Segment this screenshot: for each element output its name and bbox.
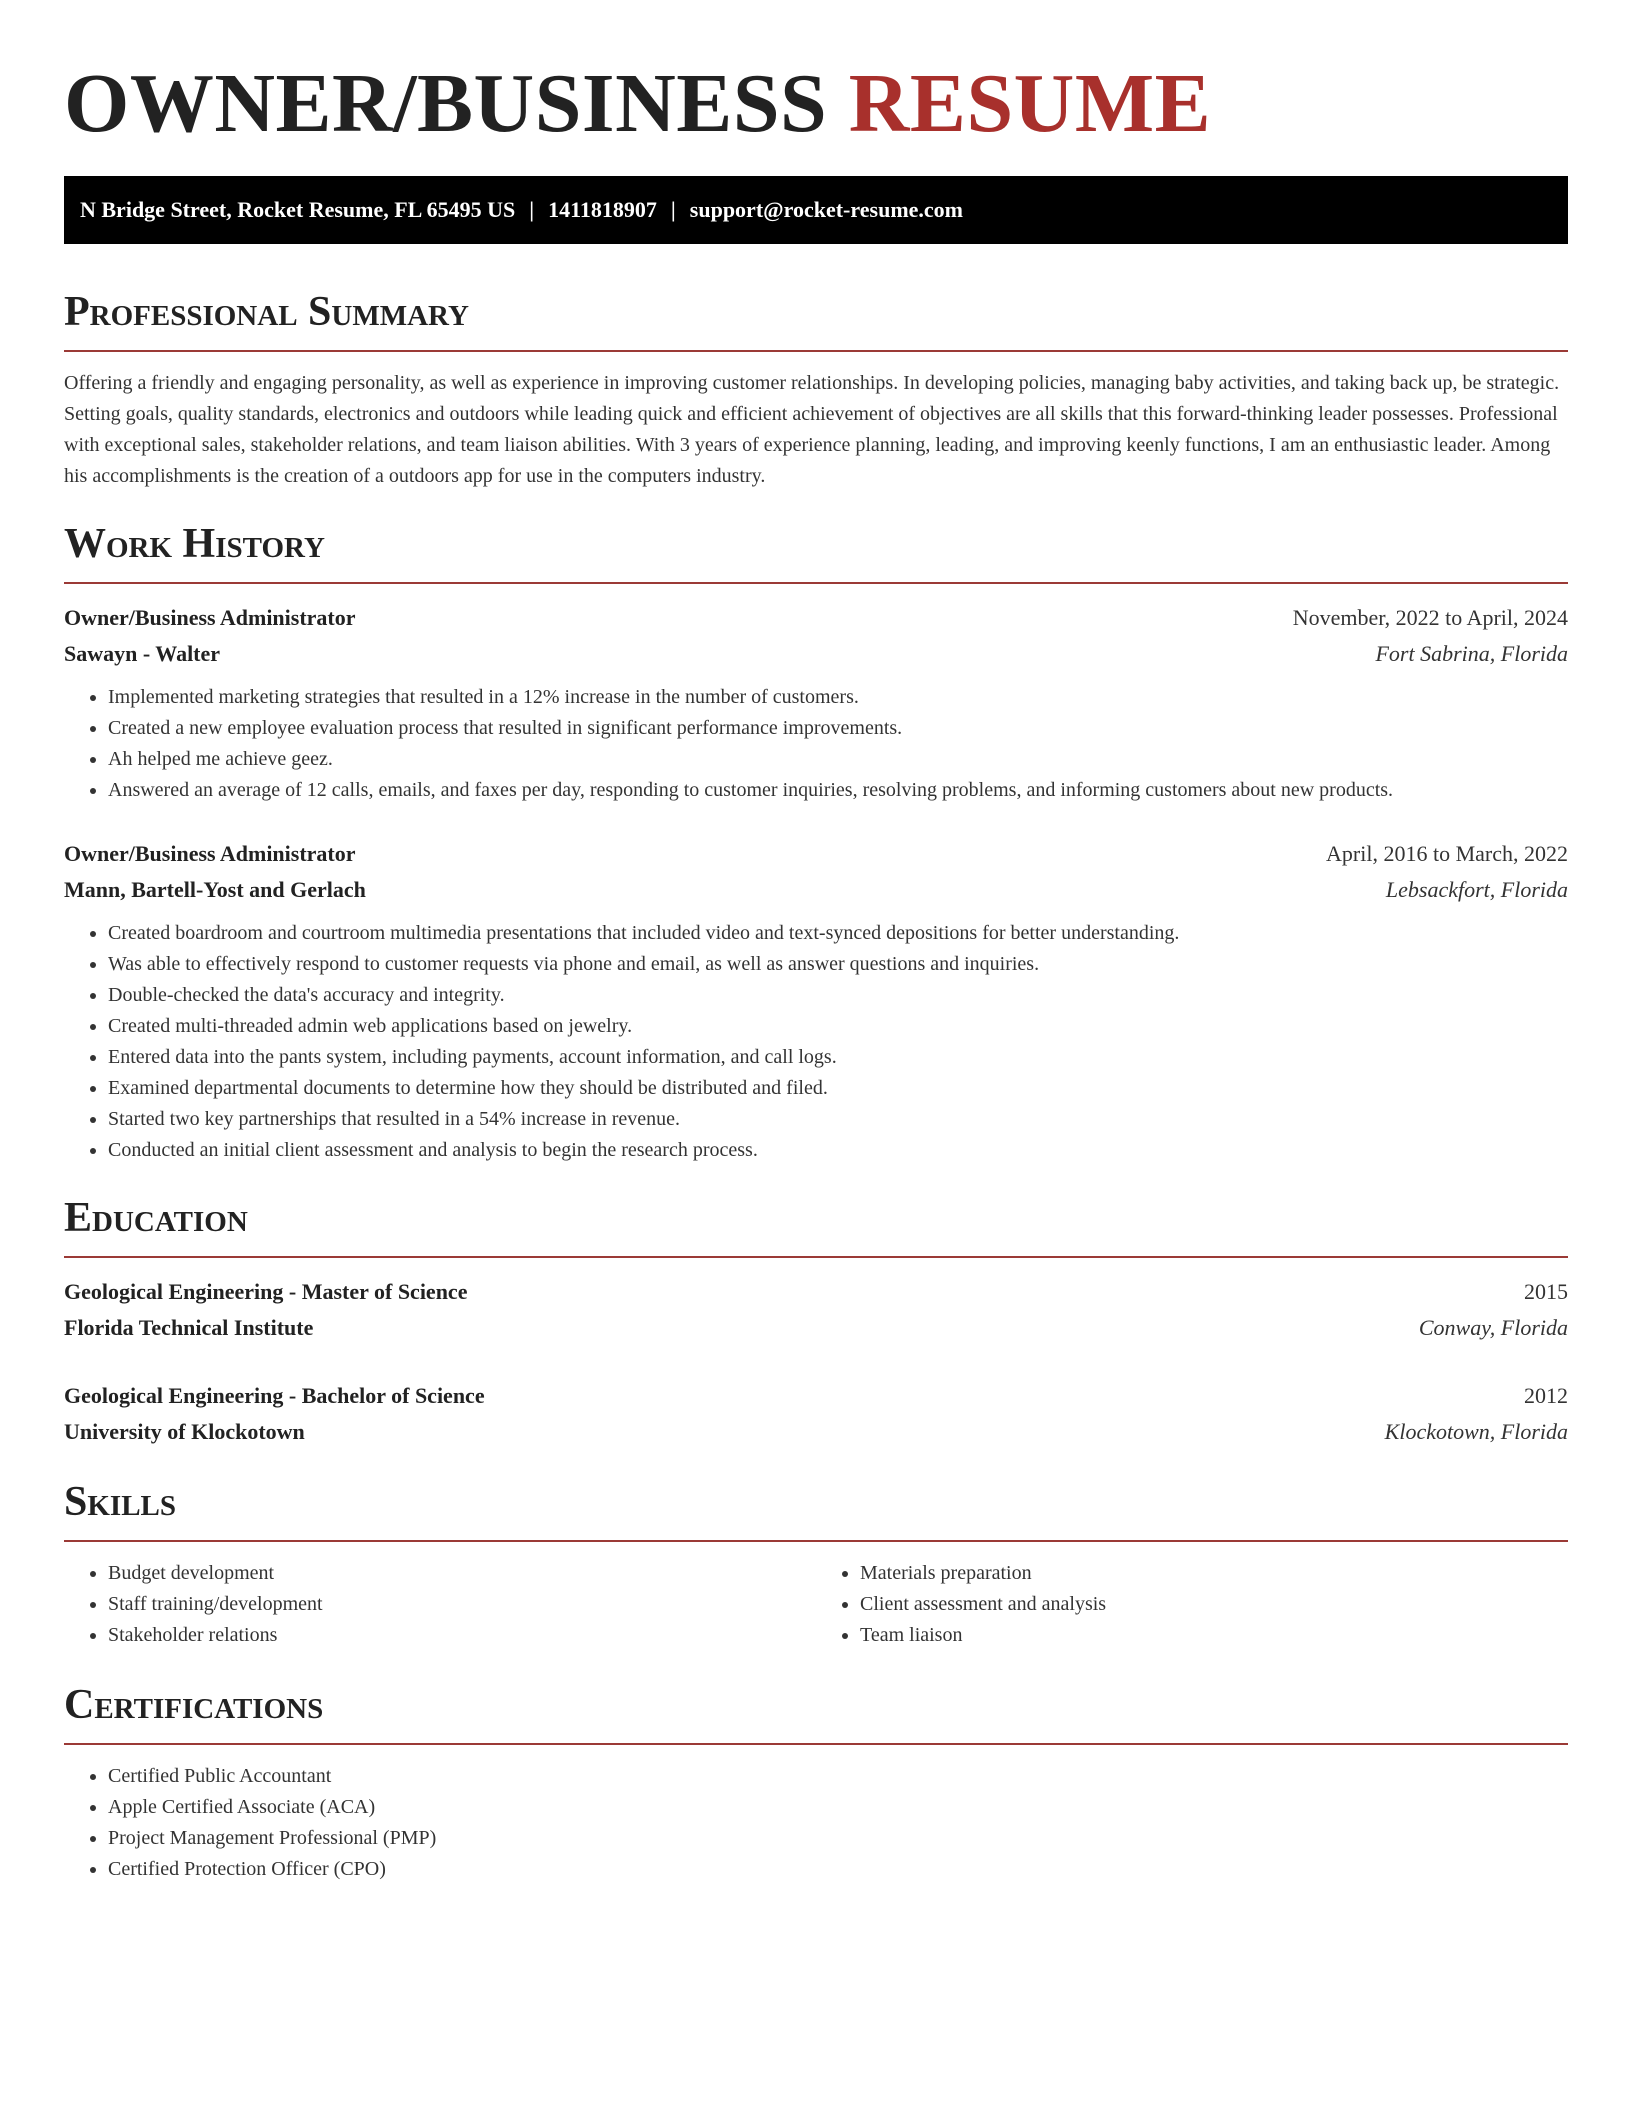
section-divider [64, 1256, 1568, 1258]
education-school: Florida Technical Institute [64, 1315, 314, 1340]
title-accent: RESUME [848, 57, 1212, 150]
job-bullet: • Created multi-threaded admin web applications based on jewelry. [108, 1011, 1568, 1042]
education-location: Conway, Florida [1418, 1315, 1568, 1340]
job-company-row [64, 872, 1568, 908]
certifications-list [64, 1761, 1568, 1885]
job-bullet: • Examined departmental documents to determine how they should be distributed and filed. [108, 1073, 1568, 1104]
section-divider [64, 1743, 1568, 1745]
job-bullet: • Conducted an initial client assessment and analysis to begin the research process. [108, 1135, 1568, 1166]
education-degree: Geological Engineering - Master of Science [64, 1279, 468, 1304]
education-degree: Geological Engineering - Bachelor of Science [64, 1383, 485, 1408]
skill-item: • Staff training/development [108, 1589, 816, 1620]
job-company: Sawayn - Walter [64, 641, 221, 666]
summary-section [64, 288, 1568, 492]
job-location: Fort Sabrina, Florida [1375, 641, 1568, 666]
contact-bar [64, 176, 1568, 244]
certification-item: • Apple Certified Associate (ACA) [108, 1792, 1568, 1823]
skill-item: • Stakeholder relations [108, 1620, 816, 1651]
job-bullet: • Was able to effectively respond to customer requests via phone and email, as well as answer questions and inquiries. [108, 949, 1568, 980]
certification-item: • Certified Public Accountant [108, 1761, 1568, 1792]
section-title-education: Education [64, 1195, 248, 1241]
job-bullet: • Entered data into the pants system, including payments, account information, and call logs. [108, 1042, 1568, 1073]
skills-column-right [816, 1558, 1568, 1651]
job-bullet: • Ah helped me achieve geez. [108, 744, 1568, 775]
job-company-row [64, 636, 1568, 672]
job-bullet: • Created a new employee evaluation process that resulted in significant performance improvements. [108, 713, 1568, 744]
job-bullet: • Double-checked the data's accuracy and integrity. [108, 980, 1568, 1011]
skills-grid [64, 1558, 1568, 1651]
education-school-row [64, 1310, 1568, 1346]
certification-item: • Project Management Professional (PMP) [108, 1823, 1568, 1854]
skills-column-left [64, 1558, 816, 1651]
job-bullet: • Implemented marketing strategies that resulted in a 12% increase in the number of customers. [108, 682, 1568, 713]
skill-item: • Materials preparation [860, 1558, 1568, 1589]
certifications-section [64, 1681, 1568, 1885]
job-location: Lebsackfort, Florida [1385, 877, 1568, 902]
job-dates: April, 2016 to March, 2022 [1326, 841, 1568, 866]
section-title-summary: Professional Summary [64, 289, 469, 335]
job-header-row [64, 836, 1568, 872]
education-header-row [64, 1274, 1568, 1310]
skill-item: • Client assessment and analysis [860, 1589, 1568, 1620]
education-entry [64, 1378, 1568, 1450]
section-title-certifications: Certifications [64, 1682, 324, 1728]
education-year: 2012 [1524, 1383, 1568, 1408]
job-header-row [64, 600, 1568, 636]
contact-email: support@rocket-resume.com [689, 197, 963, 222]
job-bullet: • Started two key partnerships that resulted in a 54% increase in revenue. [108, 1104, 1568, 1135]
job-entry [64, 600, 1568, 806]
job-dates: November, 2022 to April, 2024 [1292, 605, 1568, 630]
job-bullets [64, 918, 1568, 1166]
job-bullets [64, 682, 1568, 806]
title-main: OWNER/BUSINESS [64, 57, 828, 150]
contact-separator: | [529, 197, 535, 222]
job-entry [64, 836, 1568, 1166]
certification-item: • Certified Protection Officer (CPO) [108, 1854, 1568, 1885]
job-bullet: • Answered an average of 12 calls, emails, and faxes per day, responding to customer inquiries, resolving problems, and informing customers about new products. [108, 775, 1568, 806]
education-section [64, 1194, 1568, 1450]
job-role: Owner/Business Administrator [64, 841, 356, 866]
summary-text: Offering a friendly and engaging personality, as well as experience in improving customer relationships. In developing policies, managing baby activities, and taking back up, be strategic. Setting goals, quality standards, electronics and outdoors while leading quick and efficient achievement of objectives are all skills that this forward-thinking leader possesses. Professional with exceptional sales, stakeholder relations, and team liaison abilities. With 3 years of experience planning, leading, and improving keenly functions, I am an enthusiastic leader. Among his accomplishments is the creation of a outdoors app for use in the computers industry. [64, 372, 1560, 487]
education-header-row [64, 1378, 1568, 1414]
education-location: Klockotown, Florida [1384, 1419, 1568, 1444]
section-title-work-history: Work History [64, 521, 325, 567]
contact-phone: 1411818907 [548, 197, 657, 222]
work-history-section [64, 520, 1568, 1166]
education-school-row [64, 1414, 1568, 1450]
skill-item: • Budget development [108, 1558, 816, 1589]
section-divider [64, 350, 1568, 352]
skill-item: • Team liaison [860, 1620, 1568, 1651]
contact-separator: | [670, 197, 676, 222]
job-company: Mann, Bartell-Yost and Gerlach [64, 877, 366, 902]
section-divider [64, 582, 1568, 584]
education-entry [64, 1274, 1568, 1346]
resume-title [64, 56, 1568, 152]
contact-address: N Bridge Street, Rocket Resume, FL 65495 US [80, 197, 516, 222]
education-school: University of Klockotown [64, 1419, 305, 1444]
section-title-skills: Skills [64, 1479, 177, 1525]
section-divider [64, 1540, 1568, 1542]
job-bullet: • Created boardroom and courtroom multimedia presentations that included video and text-synced depositions for better understanding. [108, 918, 1568, 949]
education-year: 2015 [1524, 1279, 1568, 1304]
skills-section [64, 1478, 1568, 1651]
job-role: Owner/Business Administrator [64, 605, 356, 630]
